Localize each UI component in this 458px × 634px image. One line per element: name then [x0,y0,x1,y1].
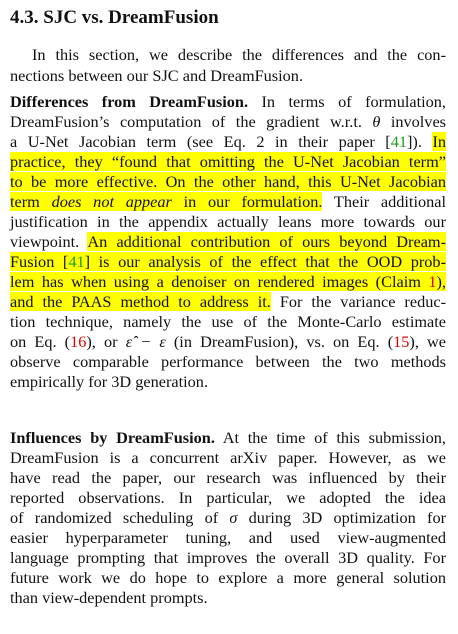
p3-line-5: of randomized scheduling of σ during 3D optimization for [10,508,447,527]
epsilon-math: ε̂ − ε [125,332,166,351]
p2-line-1: Differences from DreamFusion. In terms of formulation, [10,92,447,111]
p3-line-2: DreamFusion is a concurrent arXiv paper. However, as we [10,448,446,467]
p1-line-1: In this section, we describe the differences and the con- [32,45,446,64]
p1-line-2: nections between our SJC and DreamFusion. [10,66,304,85]
highlight: to be more effective. On the other hand, this U-Net Jacobian [10,172,446,191]
p3-line-6: easier hyperparameter tuning, and used view-augmented [10,528,446,547]
p3-line-9: than view-dependent prompts. [10,588,208,607]
p2-line-4 [10,152,446,172]
highlight: An additional contribution of ours beyond Dream- [87,232,447,251]
section-title: 4.3. SJC vs. DreamFusion [10,7,219,28]
claim-link[interactable]: 1 [428,272,437,291]
emphasis: does not appear [51,192,172,211]
equation-link[interactable]: 15 [393,332,410,351]
equation-link[interactable]: 16 [70,332,87,351]
p2-heading: Differences from DreamFusion. [10,92,249,111]
p3-line-1: Influences by DreamFusion. At the time of this submission, [10,428,446,447]
p2-line-3: a U-Net Jacobian term (see Eq. 2 in their paper [41]). In [10,132,447,151]
highlight: term does not appear in our formulation. [10,192,323,211]
p3-line-3: have read the paper, our research was influenced by their [10,468,446,487]
theta-symbol: θ [372,112,381,131]
p2-line-13: on Eq. (16), or ε̂ − ε (in DreamFusion), vs. on Eq. (15), we [10,332,447,351]
highlight: Fusion [41] is our analysis of the effect that the OOD prob- [10,252,446,271]
p2-line-15: empirically for 3D generation. [10,372,209,391]
p2-line-9 [10,252,446,272]
citation-link[interactable]: 41 [390,132,407,151]
p2-line-12: tion technique, namely the use of the Monte-Carlo estimate [10,312,446,331]
highlight: and the PAAS method to address it. [10,292,271,311]
p2-line-7: justification in the appendix actually leans more towards our [10,212,446,231]
p2-line-6: term does not appear in our formulation. Their additional [10,192,447,211]
highlight: In [432,132,447,151]
highlight: practice, they “found that omitting the U-Net Jacobian term” [10,152,446,171]
p3-line-8: future work we do hope to explore a more general solution [10,568,446,587]
p3-line-7: language prompting that improves the overall 3D quality. For [10,548,446,567]
p2-line-8: viewpoint. An additional contribution of ours beyond Dream- [10,232,447,251]
sigma-symbol: σ [229,508,238,527]
p2-line-5 [10,172,446,192]
p2-line-10 [10,272,446,292]
p3-heading: Influences by DreamFusion. [10,428,215,447]
highlight: lem has when using a denoiser on rendered images (Claim 1), [10,272,446,291]
p2-line-14: observe comparable performance between the two methods [10,352,446,371]
p3-line-4: reported observations. In particular, we adopted the idea [10,488,446,507]
p2-line-11: and the PAAS method to address it. For the variance reduc- [10,292,446,311]
citation-link[interactable]: 41 [68,252,85,271]
p2-line-2: DreamFusion’s computation of the gradient w.r.t. θ involves [10,112,447,131]
